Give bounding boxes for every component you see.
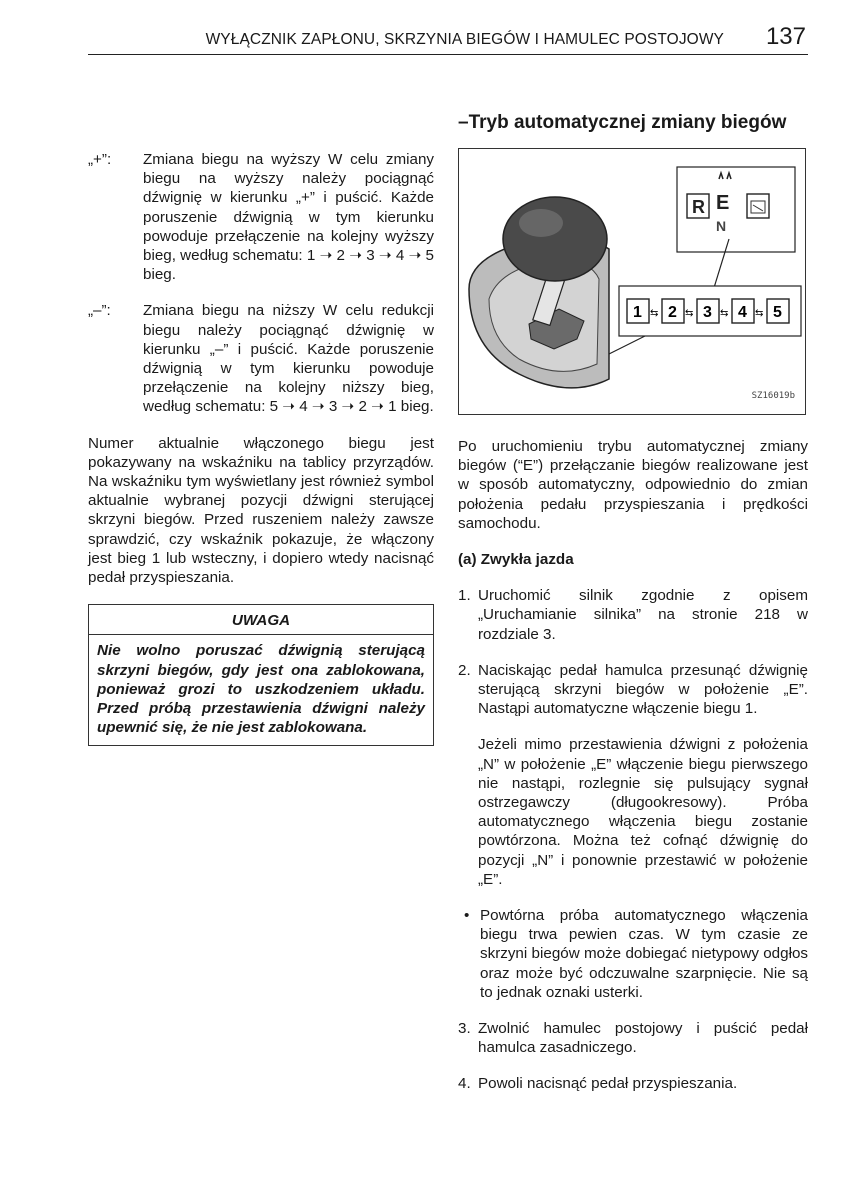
step-2: 2. Naciskając pedał hamulca przesunąć dźwignię sterującą skrzyni biegów w położenie „E”. Nastąpi automatyczne włączenie biegu 1. <box>458 661 808 718</box>
indicator-letter-e: E <box>716 192 730 214</box>
step-2-note: Jeżeli mimo przestawienia dźwigni z położenia „N” w położenie „E” włączenie biegu pierwszego nie nastąpi, rozlegnie się pulsujący sygnał ostrzegawczy (długookresowy). Próba automatycznego włączenia biegu zostanie powtórzona. Można też cofnąć dźwignię do pozycji „N” i ponownie przestawić w położenie „E”. <box>478 736 808 888</box>
minus-definition <box>88 301 434 416</box>
warning-title: UWAGA <box>89 605 433 635</box>
plus-term: „+”: <box>88 151 112 168</box>
step-4-text: Powoli nacisnąć pedał przyspieszania. <box>478 1075 738 1093</box>
svg-text:⇆: ⇆ <box>720 308 729 319</box>
step-1-text: Uruchomić silnik zgodnie z opisem „Uruchamianie silnika” na stronie 218 w rozdziale 3. <box>478 587 808 643</box>
indicator-letter-n: N <box>716 218 727 234</box>
lever-knob <box>503 197 607 281</box>
svg-text:3: 3 <box>703 304 712 321</box>
indicator-letter-r: R <box>692 197 705 217</box>
warning-box <box>88 604 434 746</box>
gear-number-4 <box>732 299 754 323</box>
header-title: WYŁĄCZNIK ZAPŁONU, SKRZYNIA BIEGÓW I HAMULEC POSTOJOWY <box>205 31 724 48</box>
svg-text:⇆: ⇆ <box>650 308 659 319</box>
minus-text: Zmiana biegu na niższy W celu redukcji biegu należy pociągnąć dźwignię w kierunku „–” i puścić. Każde poruszenie dźwignią w tym kierunku powoduje przełączenie na kolejny niższy bieg, według schematu: 5 ➝ 4 ➝ 3 ➝ 2 ➝ 1 bieg. <box>143 302 434 416</box>
svg-text:⇆: ⇆ <box>755 308 764 319</box>
bullet-note: • Powtórna próba automatycznego włączenia biegu trwa pewien czas. W tym czasie ze skrzyni biegów może dobiegać nietypowy odgłos oraz może być odczuwalne szarpnięcie. Nie są to jednak oznaki usterki. <box>464 907 808 1001</box>
subheading-normal-driving: (a) Zwykła jazda <box>458 551 574 569</box>
gear-number-3 <box>697 299 719 323</box>
svg-text:4: 4 <box>738 304 747 321</box>
figure-code: SZ16019b <box>751 390 795 401</box>
step-3-text: Zwolnić hamulec postojowy i puścić pedał hamulca zasadniczego. <box>478 1020 808 1057</box>
gear-indicator-paragraph: Numer aktualnie włączonego biegu jest pokazywany na wskaźniku na tablicy przyrządów. Na wskaźniku tym wyświetlany jest również symbol aktualnie wybranej pozycji dźwigni sterującej skrzyni biegów. Przed ruszeniem należy zawsze sprawdzić, czy wskaźnik pokazuje, że włączony jest bieg 1 lub wsteczny, i dopiero wtedy nacisnąć pedał przyspieszania. <box>88 434 434 587</box>
bullet-note-text: Powtórna próba automatycznego włączenia biegu trwa pewien czas. W tym czasie ze skrzyni biegów może dobiegać nietypowy odgłos oraz może być odczuwalne szarpnięcie. Nie są to jednak oznaki usterki. <box>480 907 808 1001</box>
gear-number-2 <box>662 299 684 323</box>
step-1: 1. Uruchomić silnik zgodnie z opisem „Uruchamianie silnika” na stronie 218 w rozdziale 3. <box>458 587 808 643</box>
right-column <box>458 110 808 1094</box>
step-2-text: Naciskając pedał hamulca przesunąć dźwignię sterującą skrzyni biegów w położenie „E”. Nastąpi automatyczne włączenie biegu 1. <box>478 661 808 718</box>
page-number: 137 <box>765 23 806 50</box>
plus-definition <box>88 150 434 284</box>
step-4: 4. Powoli nacisnąć pedał przyspieszania. <box>458 1074 808 1093</box>
section-title: –Tryb automatycznej zmiany biegów <box>458 112 787 133</box>
svg-text:5: 5 <box>773 304 782 321</box>
step-3: 3. Zwolnić hamulec postojowy i puścić pedał hamulca zasadniczego. <box>458 1020 808 1057</box>
plus-text: Zmiana biegu na wyższy W celu zmiany biegu na wyższy należy pociągnąć dźwignię w kierunku „+” i puścić. Każde poruszenie dźwignią w tym kierunku powoduje przełączenie na kolejny wyższy bieg, według schematu: 1 ➝ 2 ➝ 3 ➝ 4 ➝ 5 bieg. <box>143 151 434 284</box>
page-header <box>88 24 808 55</box>
warning-text: Nie wolno poruszać dźwignią sterującą skrzyni biegów, gdy jest ona zablokowana, ponieważ grozi to uszkodzeniem układu. Przed próbą przestawienia dźwigni należy upewnić się, że nie jest zablokowana. <box>97 642 425 737</box>
svg-text:⇆: ⇆ <box>685 308 694 319</box>
gear-lever-figure <box>458 148 806 415</box>
minus-term: „–”: <box>88 302 111 320</box>
svg-text:2: 2 <box>668 304 677 321</box>
gear-number-5 <box>767 299 789 323</box>
left-column <box>88 150 434 746</box>
intro-paragraph: Po uruchomieniu trybu automatycznej zmiany biegów (“E”) przełączanie biegów realizowane jest w sposób automatyczny, odpowiednio do zmian położenia pedału przyspieszania i prędkości samochodu. <box>458 438 808 532</box>
gear-number-1 <box>627 299 649 323</box>
svg-text:1: 1 <box>633 304 642 321</box>
gear-lever-illustration <box>459 149 805 414</box>
